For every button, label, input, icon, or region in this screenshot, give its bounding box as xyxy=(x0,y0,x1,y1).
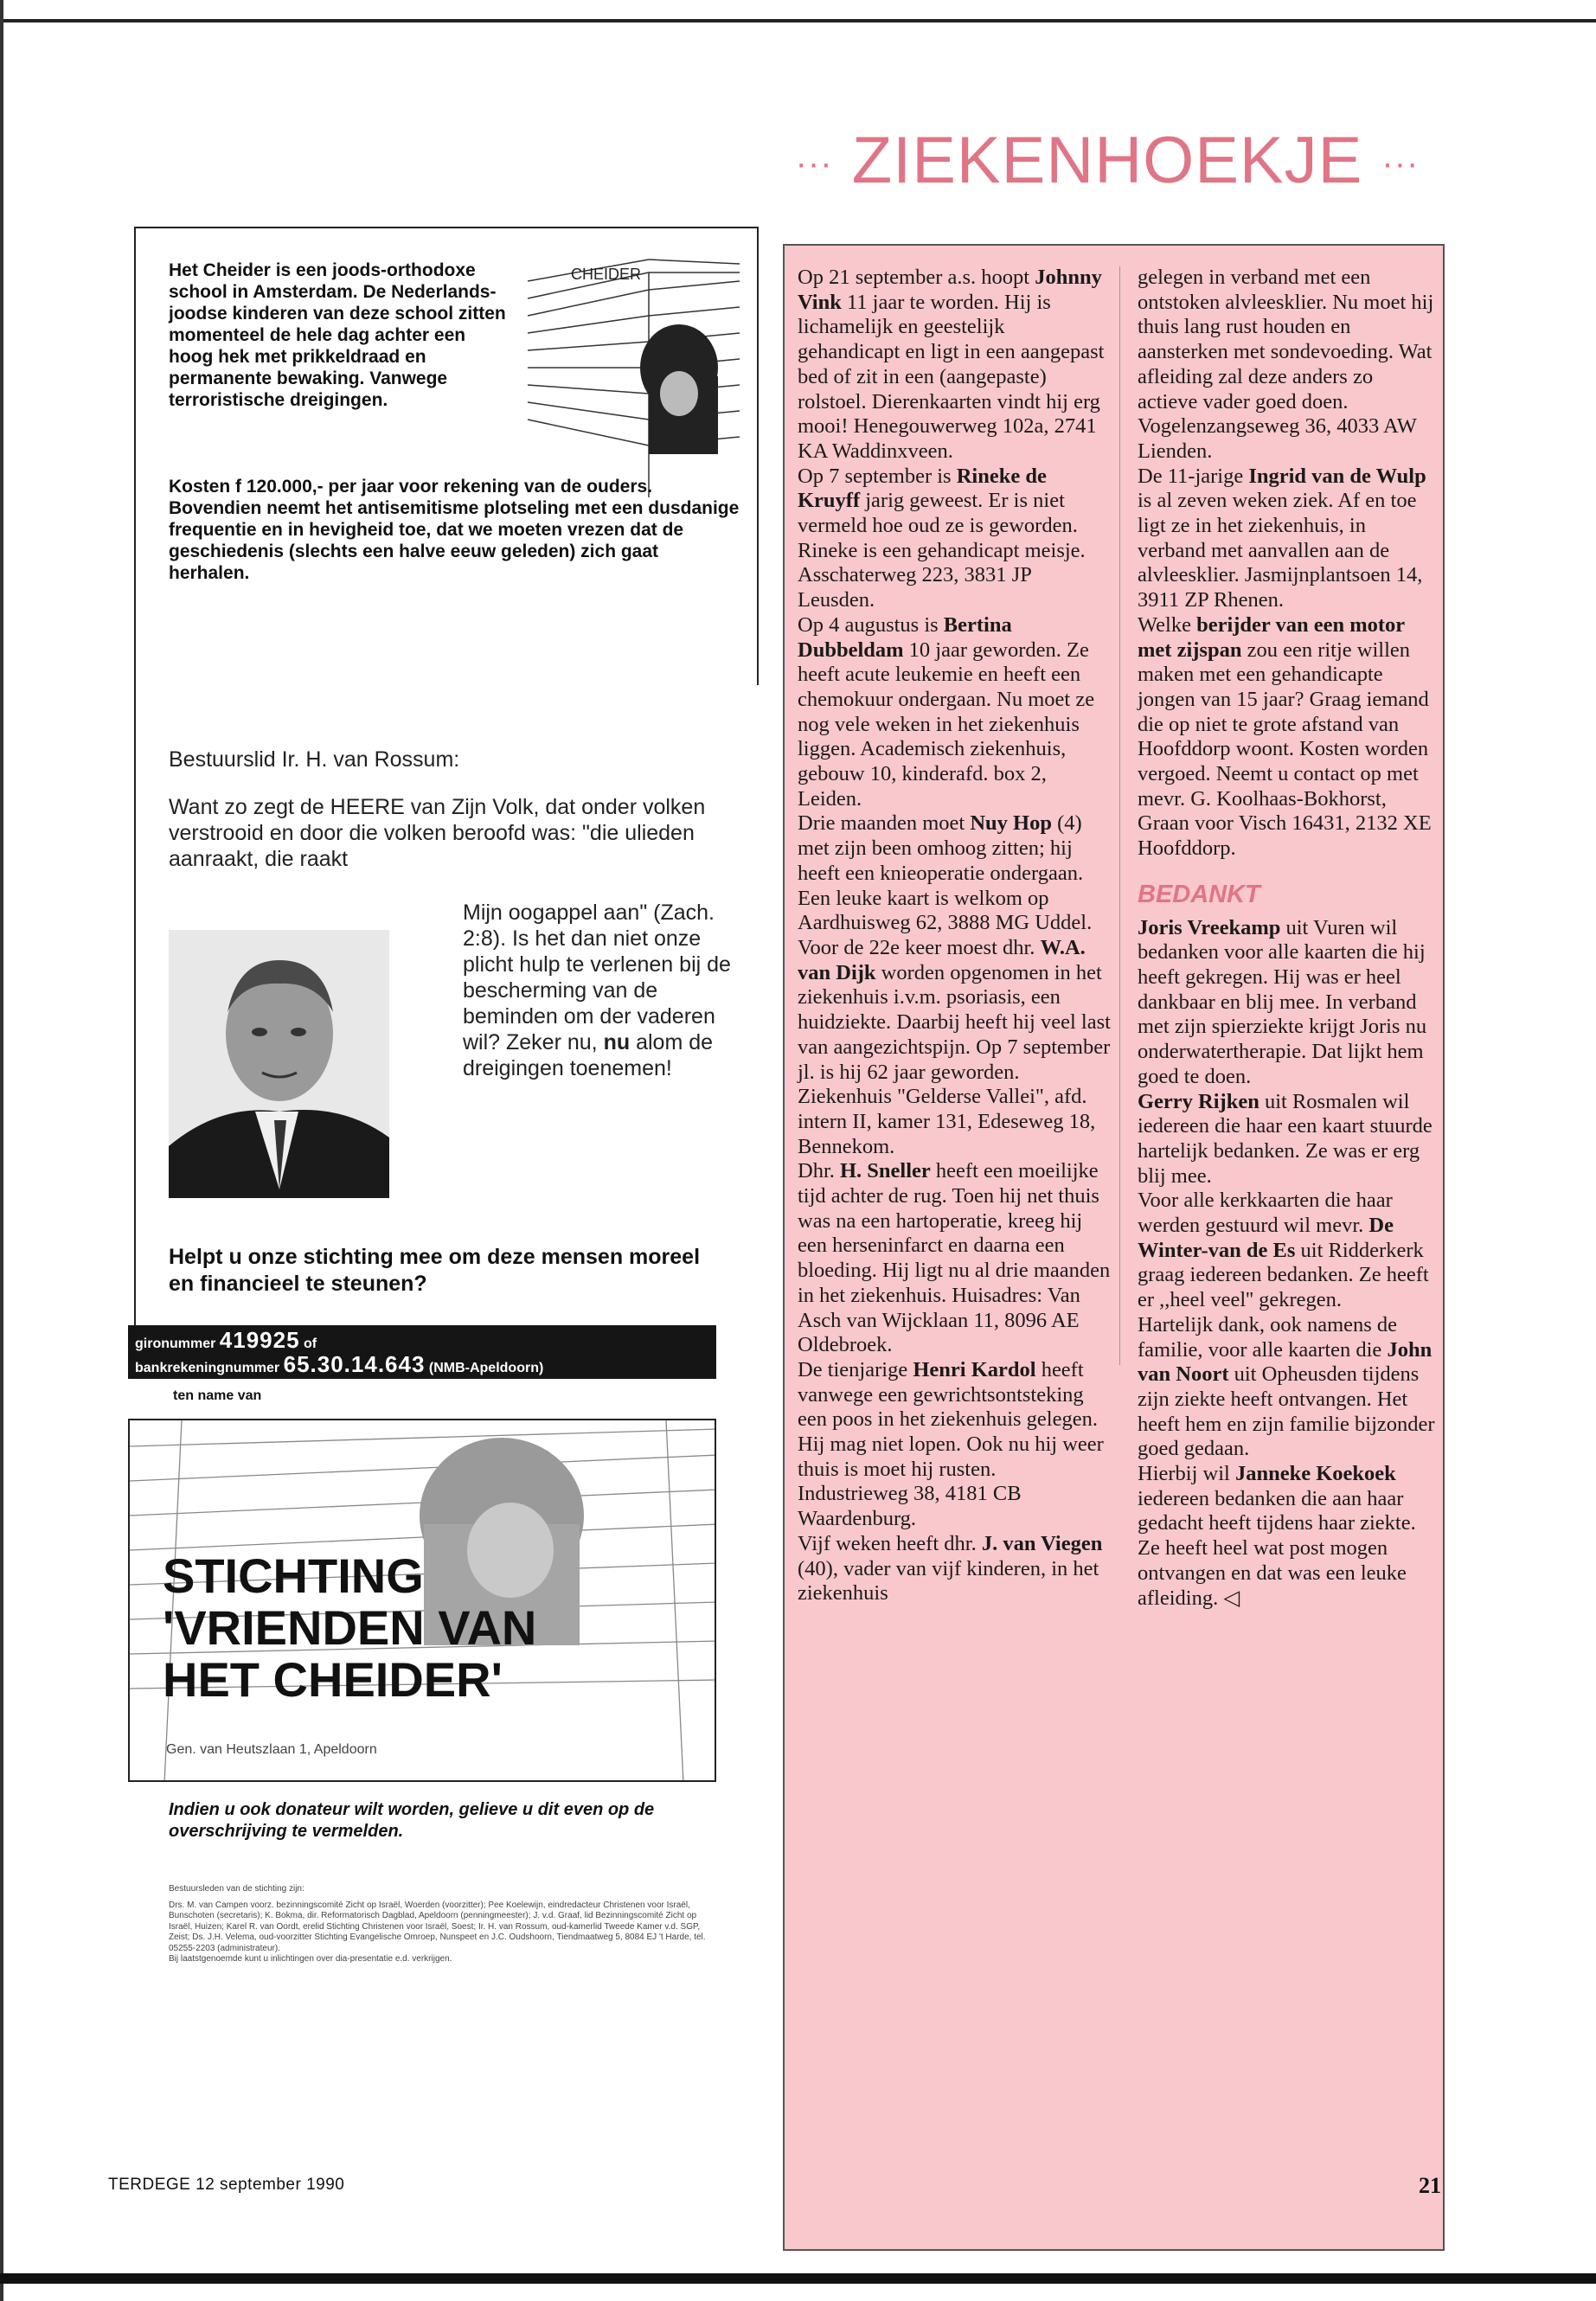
quote-emphasis: nu xyxy=(603,1030,631,1054)
news-column-2 xyxy=(1138,266,1436,1611)
text: Hartelijk dank, ook namens de familie, voor alle kaarten die xyxy=(1138,1312,1398,1362)
quote-continuation-1: Mijn oogappel aan" (Zach. 2:8). Is het dan niet onze plicht hulp te verlenen bij de bescherming van de beminden om der vaderen wil? Zeker nu, xyxy=(463,901,731,1054)
title-dots-left: ··· xyxy=(795,144,833,183)
top-rule xyxy=(0,19,1596,22)
text: heeft een moeilijke tijd achter de rug. Toen hij net thuis was na een hartoperatie, kreeg hij een herseninfarct en daarna een bloeding. Hij ligt nu al drie maanden in het ziekenhuis. Huisadres: Van Asch van Wijcklaan 11, 8096 AE Oldebroek. xyxy=(798,1159,1111,1357)
quote-continuation xyxy=(463,900,748,1081)
notice-j-van-viegen xyxy=(798,1532,1111,1606)
person-name: Nuy Hop xyxy=(970,811,1052,836)
text: uit Rosmalen wil iedereen die haar een kaart stuurde hartelijk bedanken. Ze was er erg blij mee. xyxy=(1138,1089,1433,1188)
bank-line xyxy=(135,1351,543,1378)
person-name: H. Sneller xyxy=(840,1159,931,1183)
thanks-john-van-noort xyxy=(1138,1313,1436,1462)
giro-label: gironummer xyxy=(135,1336,216,1351)
news-column-1 xyxy=(798,266,1111,1606)
text: iedereen bedanken die aan haar gedacht heeft tijdens haar ziekte. Ze heeft heel wat post mogen ontvangen en dat was een leuke afleiding. xyxy=(1138,1486,1416,1610)
person-name: Johnny Vink xyxy=(798,266,1102,314)
bank-details-band xyxy=(128,1325,716,1379)
notice-h-sneller xyxy=(798,1159,1111,1358)
notice-van-viegen-continued: gelegen in verband met een ontstoken alvleesklier. Nu moet hij thuis lang rust houden en aansterken met sondevoeding. Wat afleiding zal deze anders zo actieve vader goed doen. Vogelenzangseweg 36, 4033 AW Lienden. xyxy=(1138,266,1434,463)
publication-footer: TERDEGE 12 september 1990 xyxy=(108,2176,345,2194)
board-member-label: Bestuurslid Ir. H. van Rossum: xyxy=(169,747,460,772)
portrait-photo xyxy=(169,930,389,1198)
notice-henri-kardol xyxy=(798,1358,1111,1532)
text: zou een ritje willen maken met een gehandicapte jongen van 15 jaar? Graag iemand die op niet te grote afstand van Hoofddorp woont. Kosten worden vergoed. Neemt u contact op met mevr. G. Koolhaas-Bokhorst, Graan voor Visch 16431, 2132 XE Hoofddorp. xyxy=(1138,638,1432,861)
person-name: Ingrid van de Wulp xyxy=(1248,464,1426,488)
text: uit Ridderkerk graag iedereen bedanken. Ze heeft er ,,heel veel'' gekregen. xyxy=(1138,1238,1429,1312)
text: is al zeven weken ziek. Af en toe ligt ze in het ziekenhuis, in verband met aanvallen aan de alvleesklier. Jasmijnplantsoen 14, 3911 ZP Rhenen. xyxy=(1138,489,1423,612)
text: Vijf weken heeft dhr. xyxy=(798,1531,977,1555)
donateur-note: Indien u ook donateur wilt worden, gelieve u dit even op de overschrijving te vermelden. xyxy=(169,1800,655,1841)
notice-ingrid-van-de-wulp xyxy=(1138,465,1436,613)
text: De 11-jarige xyxy=(1138,464,1244,488)
intro-text: Het Cheider is een joods-orthodoxe school in Amsterdam. De Nederlands-joodse kinderen van deze school zitten momenteel de hele dag achter een hoog hek met prikkeldraad en permanente bewaking. Vanwege terroristische dreigingen. xyxy=(169,260,506,410)
highlight: berijder van een motor met zijspan xyxy=(1138,612,1405,662)
text: Op 4 augustus is xyxy=(798,612,939,637)
ziekenhoekje-title xyxy=(779,123,1436,198)
giro-of: of xyxy=(304,1336,317,1351)
quote-continuation-2: alom de dreigingen toenemen! xyxy=(463,1030,714,1080)
thanks-joris-vreekamp xyxy=(1138,916,1436,1090)
column-divider xyxy=(1119,266,1120,1365)
text: (40), vader van vijf kinderen, in het ziekenhuis xyxy=(798,1556,1099,1606)
notice-bertina-dubbeldam xyxy=(798,613,1111,812)
left-edge-rule xyxy=(0,0,3,2301)
text: jarig geweest. Er is niet vermeld hoe oud ze is geworden. Rineke is een gehandicapt meisje. Asschaterweg 223, 3831 JP Leusden. xyxy=(798,489,1086,612)
text: Dhr. xyxy=(798,1159,835,1183)
text: Welke xyxy=(1138,612,1191,637)
left-box-rule xyxy=(134,227,136,1338)
notice-johnny-vink xyxy=(798,266,1111,465)
text: De tienjarige xyxy=(798,1357,908,1381)
board-members-text: Drs. M. van Campen voorz. bezinningscomité Zicht op Israël, Woerden (voorzitter); Pee Koelewijn, eindredacteur Christenen voor Israël, Bunschoten (secretaris); K. Bokma, dir. Reformatorisch Dagblad, Apeldoorn (penningmeester); J. v.d. Graaf, lid Bezinningscomité Zicht op Israël, Huizen; Karel R. van Oordt, erelid Stichting Christenen voor Israël, Soest; Ir. H. van Rossum, oud-kamerlid Tweede Kamer v.d. SGP, Zeist; Ds. J.H. Velema, oud-voorzitter Stichting Evangelische Omroep, Nunspeet en J.C. Oudshoorn, Tiendmaatweg 5, 8084 EJ 't Harde, tel. 05255-2203 (administrateur). xyxy=(169,1900,706,1953)
board-members-title: Bestuursleden van de stichting zijn: xyxy=(169,1884,304,1894)
text: Voor alle kerkkaarten die haar werden gestuurd wil mevr. xyxy=(1138,1189,1393,1238)
stichting-title-line-2: 'VRIENDEN VAN xyxy=(163,1600,537,1655)
page-number: 21 xyxy=(1419,2173,1441,2198)
text: uit Vuren wil bedanken voor alle kaarten die hij heeft gekregen. Hij was er heel dankbaar en blij mee. In verband met zijn spierziekte krijgt Joris nu onderwatertherapie. Dat lijkt hem goed te doen. xyxy=(1138,915,1427,1088)
person-name: W.A. van Dijk xyxy=(798,935,1086,984)
person-name: Joris Vreekamp xyxy=(1138,915,1281,939)
logo-text: CHEIDER xyxy=(571,266,642,283)
stichting-title-line-3: HET CHEIDER' xyxy=(163,1652,503,1707)
thanks-de-winter-van-de-es xyxy=(1138,1189,1436,1313)
stichting-box xyxy=(128,1419,716,1782)
bank-name: (NMB-Apeldoorn) xyxy=(428,1361,544,1375)
ten-name-van: ten name van xyxy=(173,1388,262,1403)
board-members-footnote: Bij laatstgenoemde kunt u inlichtingen over dia-presentatie e.d. verkrijgen. xyxy=(169,1954,452,1964)
text: Voor de 22e keer moest dhr. xyxy=(798,935,1035,959)
person-name: Janneke Koekoek xyxy=(1234,1462,1396,1486)
text: worden opgenomen in het ziekenhuis i.v.m. psoriasis, een huidziekte. Daarbij heeft hij veel last van aangezichtspijn. Op 7 september jl. is hij 62 jaar geworden. Ziekenhuis "Gelderse Vallei", afd. intern II, kamer 131, Edeseweg 18, Bennekom. xyxy=(798,960,1111,1158)
bedankt-heading: BEDANKT xyxy=(1138,880,1260,908)
notice-wa-van-dijk xyxy=(798,936,1111,1159)
bank-label: bankrekeningnummer xyxy=(135,1361,280,1375)
thanks-gerry-rijken xyxy=(1138,1090,1436,1189)
stichting-address: Gen. van Heutszlaan 1, Apeldoorn xyxy=(166,1742,377,1757)
text: Op 7 september is xyxy=(798,464,952,488)
intro-text-2: Kosten f 120.000,- per jaar voor rekening van de ouders. Bovendien neemt het antisemitisme plotseling met een dusdanige frequentie en in hevigheid toe, dat we moeten vrezen dat de geschiedenis (slechts een halve eeuw geleden) zich gaat herhalen. xyxy=(169,477,740,583)
person-name: De Winter-van de Es xyxy=(1138,1214,1394,1262)
notice-nuy-hop xyxy=(798,811,1111,936)
person-name: Gerry Rijken xyxy=(1138,1089,1259,1113)
help-question: Helpt u onze stichting mee om deze mensen moreel en financieel te steunen? xyxy=(169,1245,701,1296)
text: Drie maanden moet xyxy=(798,811,965,836)
person-name: Bertina Dubbeldam xyxy=(798,612,1012,662)
title-dots-right: ··· xyxy=(1381,144,1420,183)
notice-motor-zijspan xyxy=(1138,613,1436,862)
title-text: ZIEKENHOEKJE xyxy=(851,124,1363,197)
notice-rineke-de-kruyff xyxy=(798,465,1111,613)
text: Op 21 september a.s. hoopt xyxy=(798,266,1030,289)
bottom-rule xyxy=(0,2273,1596,2284)
person-name: John van Noort xyxy=(1138,1337,1433,1387)
text: 10 jaar geworden. Ze heeft acute leukemie en heeft een chemokuur ondergaan. Nu moet ze nog vele weken in het ziekenhuis liggen. Academisch ziekenhuis, gebouw 10, kinderafd. box 2, Leiden. xyxy=(798,638,1095,811)
thanks-janneke-koekoek xyxy=(1138,1462,1436,1611)
person-name: Henri Kardol xyxy=(913,1357,1036,1381)
cheider-logo xyxy=(519,247,744,497)
end-mark-icon: ◁ xyxy=(1223,1586,1240,1610)
stichting-title xyxy=(163,1550,536,1706)
person-name: J. van Viegen xyxy=(981,1531,1103,1555)
text: heeft vanwege een gewrichtsontsteking een poos in het ziekenhuis gelegen. Hij mag niet lopen. Ook nu hij weer thuis is moet hij rusten. Industrieweg 38, 4181 CB Waardenburg. xyxy=(798,1357,1104,1531)
stichting-title-line-1: STICHTING xyxy=(163,1548,424,1603)
giro-line xyxy=(135,1327,317,1354)
text: (4) met zijn been omhoog zitten; hij heeft een knieoperatie ondergaan. Een leuke kaart is welkom op Aardhuisweg 62, 3888 MG Uddel. xyxy=(798,811,1093,935)
text: 11 jaar te worden. Hij is lichamelijk en geestelijk gehandicapt en ligt in een aangepast bed of zit in een (aangepaste) rolstoel. Dierenkaarten vindt hij erg mooi! Henegouwerweg 102a, 2741 KA Waddinxveen. xyxy=(798,290,1105,463)
bank-number: 65.30.14.643 xyxy=(283,1351,426,1377)
giro-number: 419925 xyxy=(219,1327,300,1353)
text: uit Opheusden tijdens zijn ziekte heeft ontvangen. Het heeft hem en zijn familie bijzonder goed gedaan. xyxy=(1138,1362,1435,1461)
person-name: Rineke de Kruyff xyxy=(798,464,1047,513)
board-members-block xyxy=(169,1884,722,1965)
quote-text: Want zo zegt de HEERE van Zijn Volk, dat onder volken verstrooid en door die volken beroofd was: "die ulieden aanraakt, die raakt xyxy=(169,795,706,871)
text: Hierbij wil xyxy=(1138,1462,1230,1486)
